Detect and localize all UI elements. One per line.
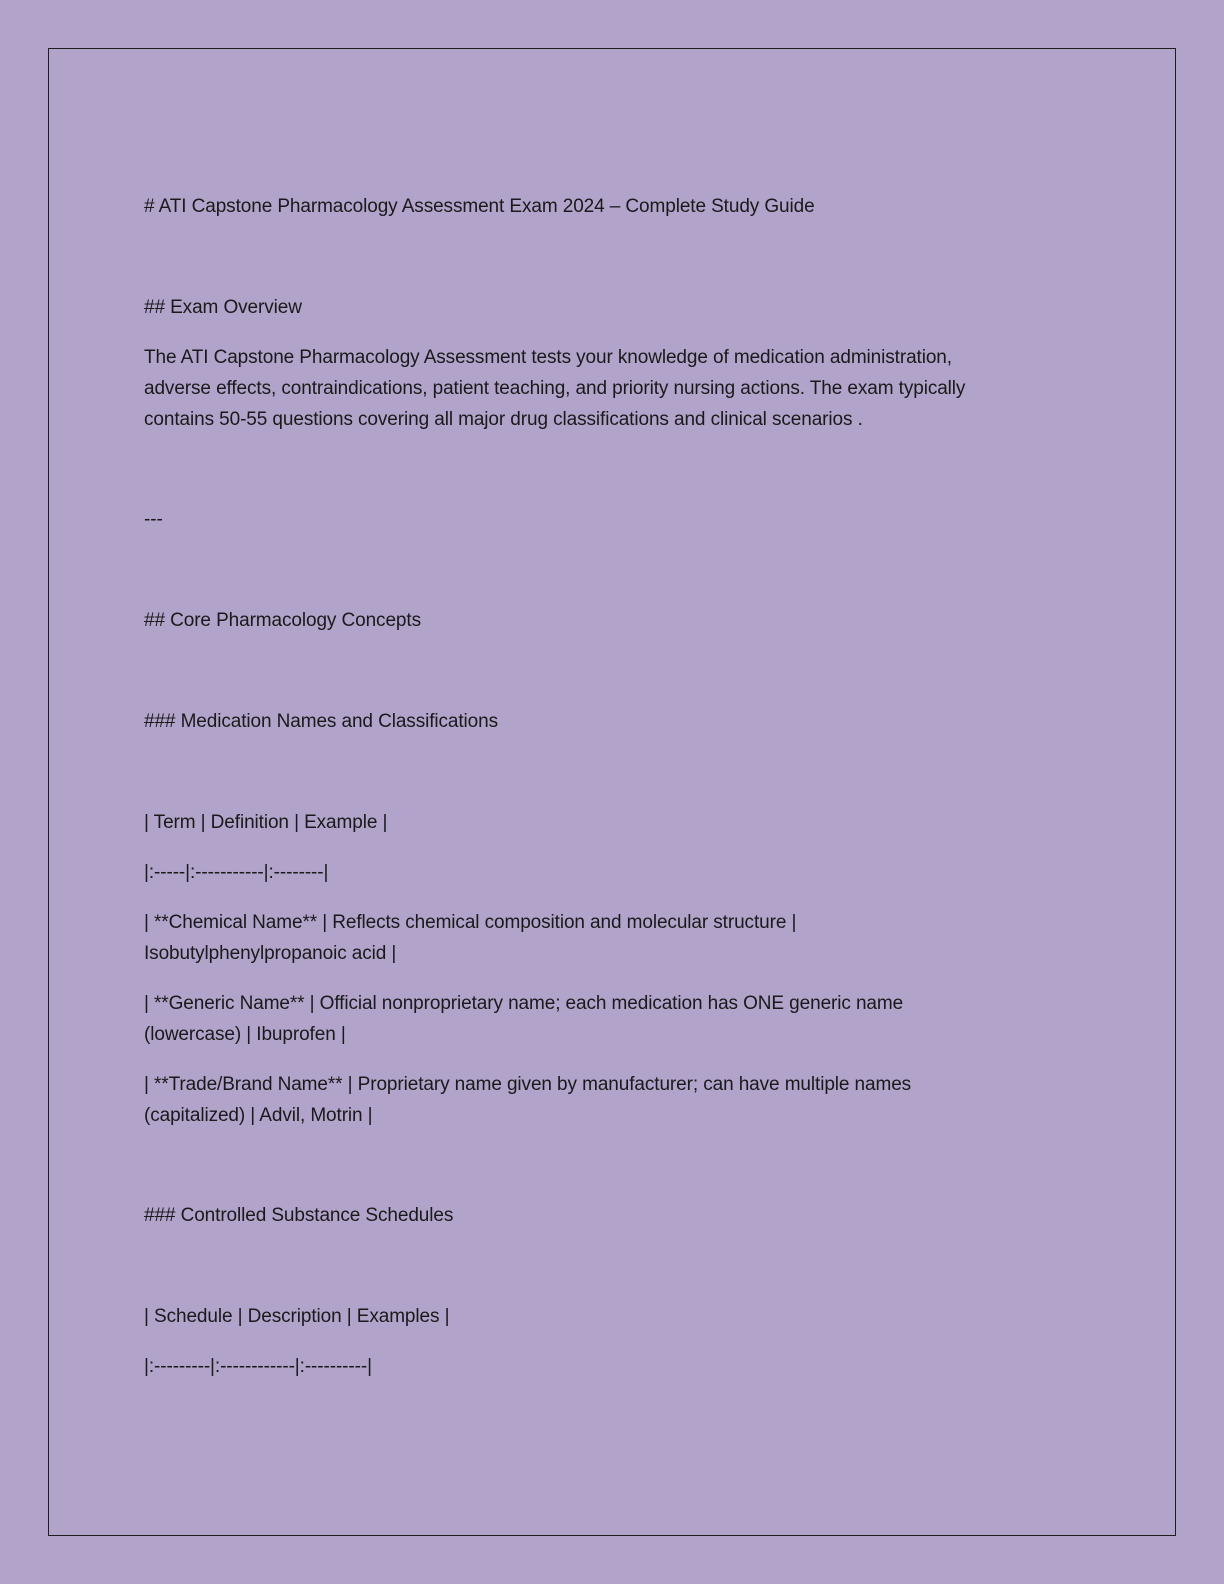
medication-names-heading: ### Medication Names and Classifications: [144, 711, 499, 732]
section-divider: ---: [144, 509, 163, 530]
overview-line-1: The ATI Capstone Pharmacology Assessment tests your knowledge of medication administration,: [144, 347, 952, 368]
names-table-row-generic-line-1: | **Generic Name** | Official nonproprietary name; each medication has ONE generic name: [144, 993, 904, 1014]
overview-heading: ## Exam Overview: [144, 297, 302, 318]
document-title: # ATI Capstone Pharmacology Assessment Exam 2024 – Complete Study Guide: [144, 196, 815, 217]
schedules-table-separator: |:---------|:------------|:----------|: [144, 1356, 372, 1377]
names-table-header: | Term | Definition | Example |: [144, 812, 388, 833]
names-table-row-generic-line-2: (lowercase) | Ibuprofen |: [144, 1024, 346, 1045]
core-concepts-heading: ## Core Pharmacology Concepts: [144, 610, 421, 631]
names-table-row-chemical-line-2: Isobutylphenylpropanoic acid |: [144, 943, 397, 964]
names-table-row-chemical-line-1: | **Chemical Name** | Reflects chemical composition and molecular structure |: [144, 912, 797, 933]
schedules-table-header: | Schedule | Description | Examples |: [144, 1306, 450, 1327]
overview-line-3: contains 50-55 questions covering all major drug classifications and clinical scenarios .: [144, 409, 863, 430]
names-table-row-trade-line-1: | **Trade/Brand Name** | Proprietary name given by manufacturer; can have multiple names: [144, 1074, 912, 1095]
names-table-separator: |:-----|:-----------|:--------|: [144, 862, 329, 883]
names-table-row-trade-line-2: (capitalized) | Advil, Motrin |: [144, 1105, 373, 1126]
overview-line-2: adverse effects, contraindications, patient teaching, and priority nursing actions. The exam typically: [144, 378, 966, 399]
controlled-substances-heading: ### Controlled Substance Schedules: [144, 1205, 454, 1226]
